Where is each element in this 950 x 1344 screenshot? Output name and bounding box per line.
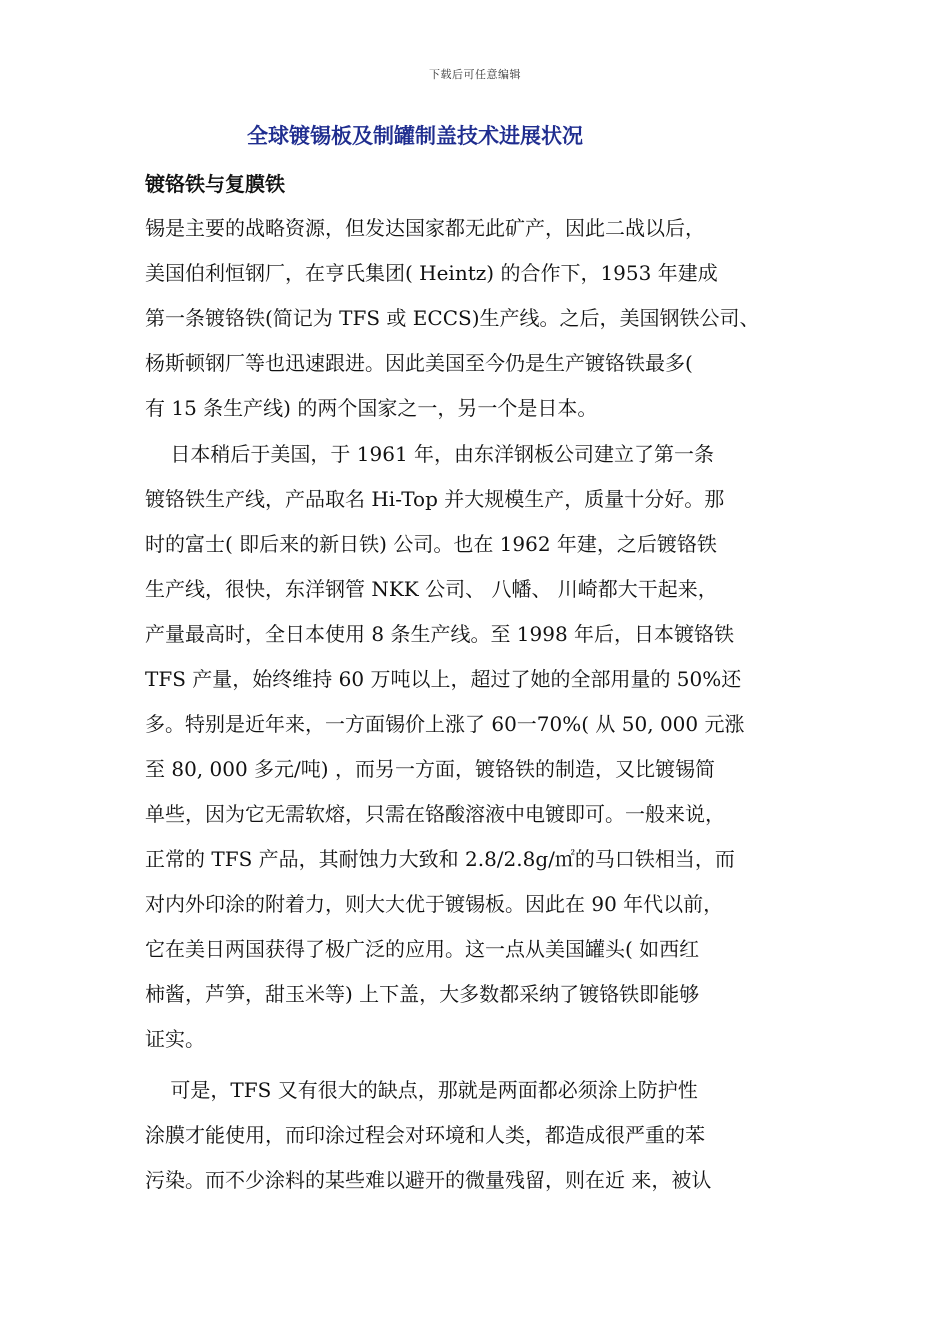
document-title: 全球镀锡板及制罐制盖技术进展状况 <box>247 124 583 148</box>
paragraph-line: 至 80, 000 多元/吨) ，而另一方面，镀铬铁的制造，又比镀锡简 <box>145 757 715 781</box>
paragraph-line: 它在美日两国获得了极广泛的应用。这一点从美国罐头( 如西红 <box>145 937 700 961</box>
section-heading: 镀铬铁与复膜铁 <box>145 172 285 196</box>
paragraph-line: 正常的 TFS 产品，其耐蚀力大致和 2.8/2.8g/㎡的马口铁相当，而 <box>145 847 735 871</box>
paragraph-line: 单些，因为它无需软熔，只需在铬酸溶液中电镀即可。一般来说， <box>145 802 725 826</box>
paragraph-line: 柿酱，芦笋，甜玉米等) 上下盖，大多数都采纳了镀铬铁即能够 <box>145 982 700 1006</box>
paragraph-line: 锡是主要的战略资源，但发达国家都无此矿产，因此二战以后， <box>145 216 705 240</box>
paragraph-line: 日本稍后于美国，于 1961 年，由东洋钢板公司建立了第一条 <box>145 442 715 466</box>
paragraph-2 <box>145 432 810 1062</box>
paragraph-line: 涂膜才能使用，而印涂过程会对环境和人类，都造成很严重的苯 <box>145 1123 705 1147</box>
paragraph-line: 生产线，很快，东洋钢管 NKK 公司、 八幡、 川崎都大干起来， <box>145 577 718 601</box>
paragraph-line: 污染。而不少涂料的某些难以避开的微量残留，则在近 来，被认 <box>145 1168 712 1192</box>
paragraph-line: 对内外印涂的附着力，则大大优于镀锡板。因此在 90 年代以前， <box>145 892 724 916</box>
paragraph-1 <box>145 206 810 431</box>
paragraph-line: 镀铬铁生产线，产品取名 Hi-Top 并大规模生产，质量十分好。那 <box>145 487 725 511</box>
paragraph-line: 多。特别是近年来，一方面锡价上涨了 60一70%( 从 50, 000 元涨 <box>145 712 745 736</box>
paragraph-line: 时的富士( 即后来的新日铁) 公司。也在 1962 年建，之后镀铬铁 <box>145 532 717 556</box>
paragraph-line: 产量最高时，全日本使用 8 条生产线。至 1998 年后，日本镀铬铁 <box>145 622 735 646</box>
paragraph-line: 第一条镀铬铁(简记为 TFS 或 ECCS)生产线。之后，美国钢铁公司、 <box>145 306 760 330</box>
paragraph-line: 美国伯利恒钢厂，在亨氏集团( Heintz) 的合作下，1953 年建成 <box>145 261 718 285</box>
paragraph-line: 可是，TFS 又有很大的缺点，那就是两面都必须涂上防护性 <box>145 1078 698 1102</box>
paragraph-line: 有 15 条生产线) 的两个国家之一，另一个是日本。 <box>145 396 598 420</box>
header-note: 下载后可任意编辑 <box>429 68 521 81</box>
paragraph-line: 杨斯顿钢厂等也迅速跟进。因此美国至今仍是生产镀铬铁最多( <box>145 351 693 375</box>
paragraph-line: 证实。 <box>145 1027 205 1051</box>
paragraph-line: TFS 产量，始终维持 60 万吨以上，超过了她的全部用量的 50%还 <box>145 667 742 691</box>
paragraph-3 <box>145 1068 810 1203</box>
